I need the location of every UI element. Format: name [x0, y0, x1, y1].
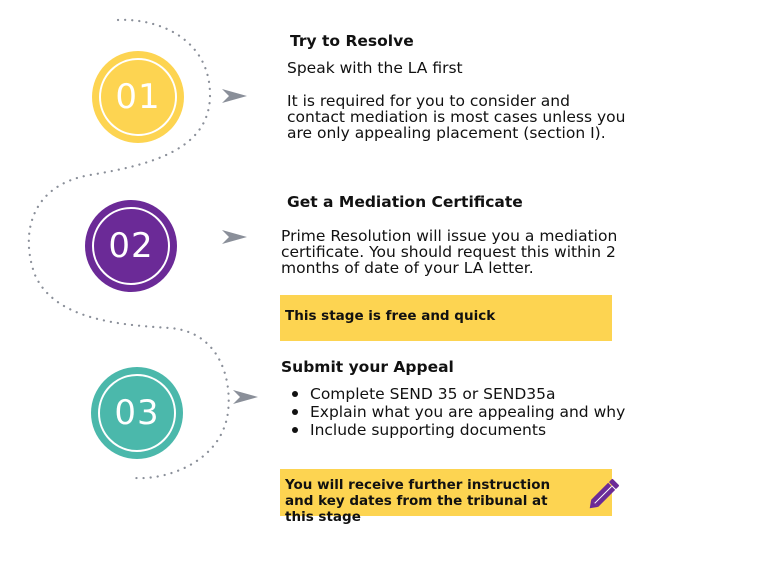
- step-2-body: Prime Resolution will issue you a mediation certificate. You should request this within 2 months of date of your LA letter.: [281, 227, 618, 277]
- step-3-banner: [280, 469, 612, 525]
- step-2-banner: [280, 295, 612, 341]
- list-item: Explain what you are appealing and why: [282, 403, 642, 421]
- arrow-icon-step-2: [222, 230, 247, 244]
- step-3-badge: [91, 367, 183, 459]
- list-item: Complete SEND 35 or SEND35a: [282, 385, 642, 403]
- step-2-banner-text: This stage is free and quick: [285, 308, 496, 324]
- step-3-number: 03: [98, 374, 176, 452]
- step-3-banner-text: You will receive further instruction and key dates from the tribunal at this stage: [285, 477, 551, 525]
- step-1-number: 01: [99, 58, 177, 136]
- list-item: Include supporting documents: [282, 421, 642, 439]
- step-1-body: It is required for you to consider and contact mediation is most cases unless you are only appealing placement (section I).: [287, 92, 626, 142]
- step-3-title: Submit your Appeal: [281, 358, 454, 376]
- step-2-title: Get a Mediation Certificate: [287, 193, 523, 211]
- step-3-bullet-list: [282, 385, 642, 439]
- arrow-icon-step-1: [222, 89, 247, 103]
- step-2-number: 02: [92, 207, 170, 285]
- pencil-icon: [582, 468, 630, 516]
- step-2-badge: [85, 200, 177, 292]
- step-1-subtitle: Speak with the LA first: [287, 59, 463, 77]
- step-1-title: Try to Resolve: [290, 32, 414, 50]
- arrow-icon-step-3: [233, 390, 258, 404]
- step-1-badge: [92, 51, 184, 143]
